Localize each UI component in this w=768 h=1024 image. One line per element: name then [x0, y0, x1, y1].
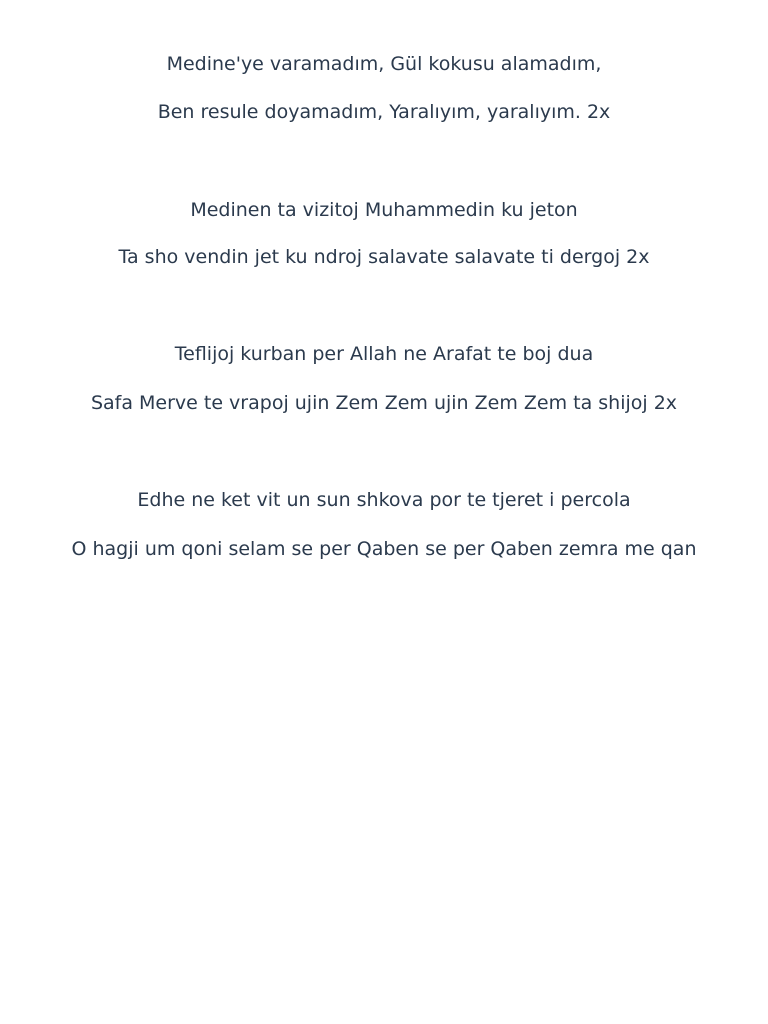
verse-3-line-2: Safa Merve te vrapoj ujin Zem Zem ujin Zem Zem ta shijoj 2x: [90, 392, 678, 414]
verse-1-line-2: Ben resule doyamadım, Yaralıyım, yaralıyım. 2x: [157, 101, 611, 123]
verse-2-line-1: Medinen ta vizitoj Muhammedin ku jeton: [190, 199, 578, 221]
verse-2-line-2: Ta sho vendin jet ku ndroj salavate salavate ti dergoj 2x: [118, 246, 650, 268]
verse-4-line-1: Edhe ne ket vit un sun shkova por te tjeret i percola: [137, 489, 631, 511]
verse-3-line-1: Teflijoj kurban per Allah ne Arafat te boj dua: [174, 343, 594, 365]
verse-1-line-1: Medine'ye varamadım, Gül kokusu alamadım,: [166, 53, 602, 75]
verse-4-line-2: O hagji um qoni selam se per Qaben se per Qaben zemra me qan: [71, 538, 697, 560]
